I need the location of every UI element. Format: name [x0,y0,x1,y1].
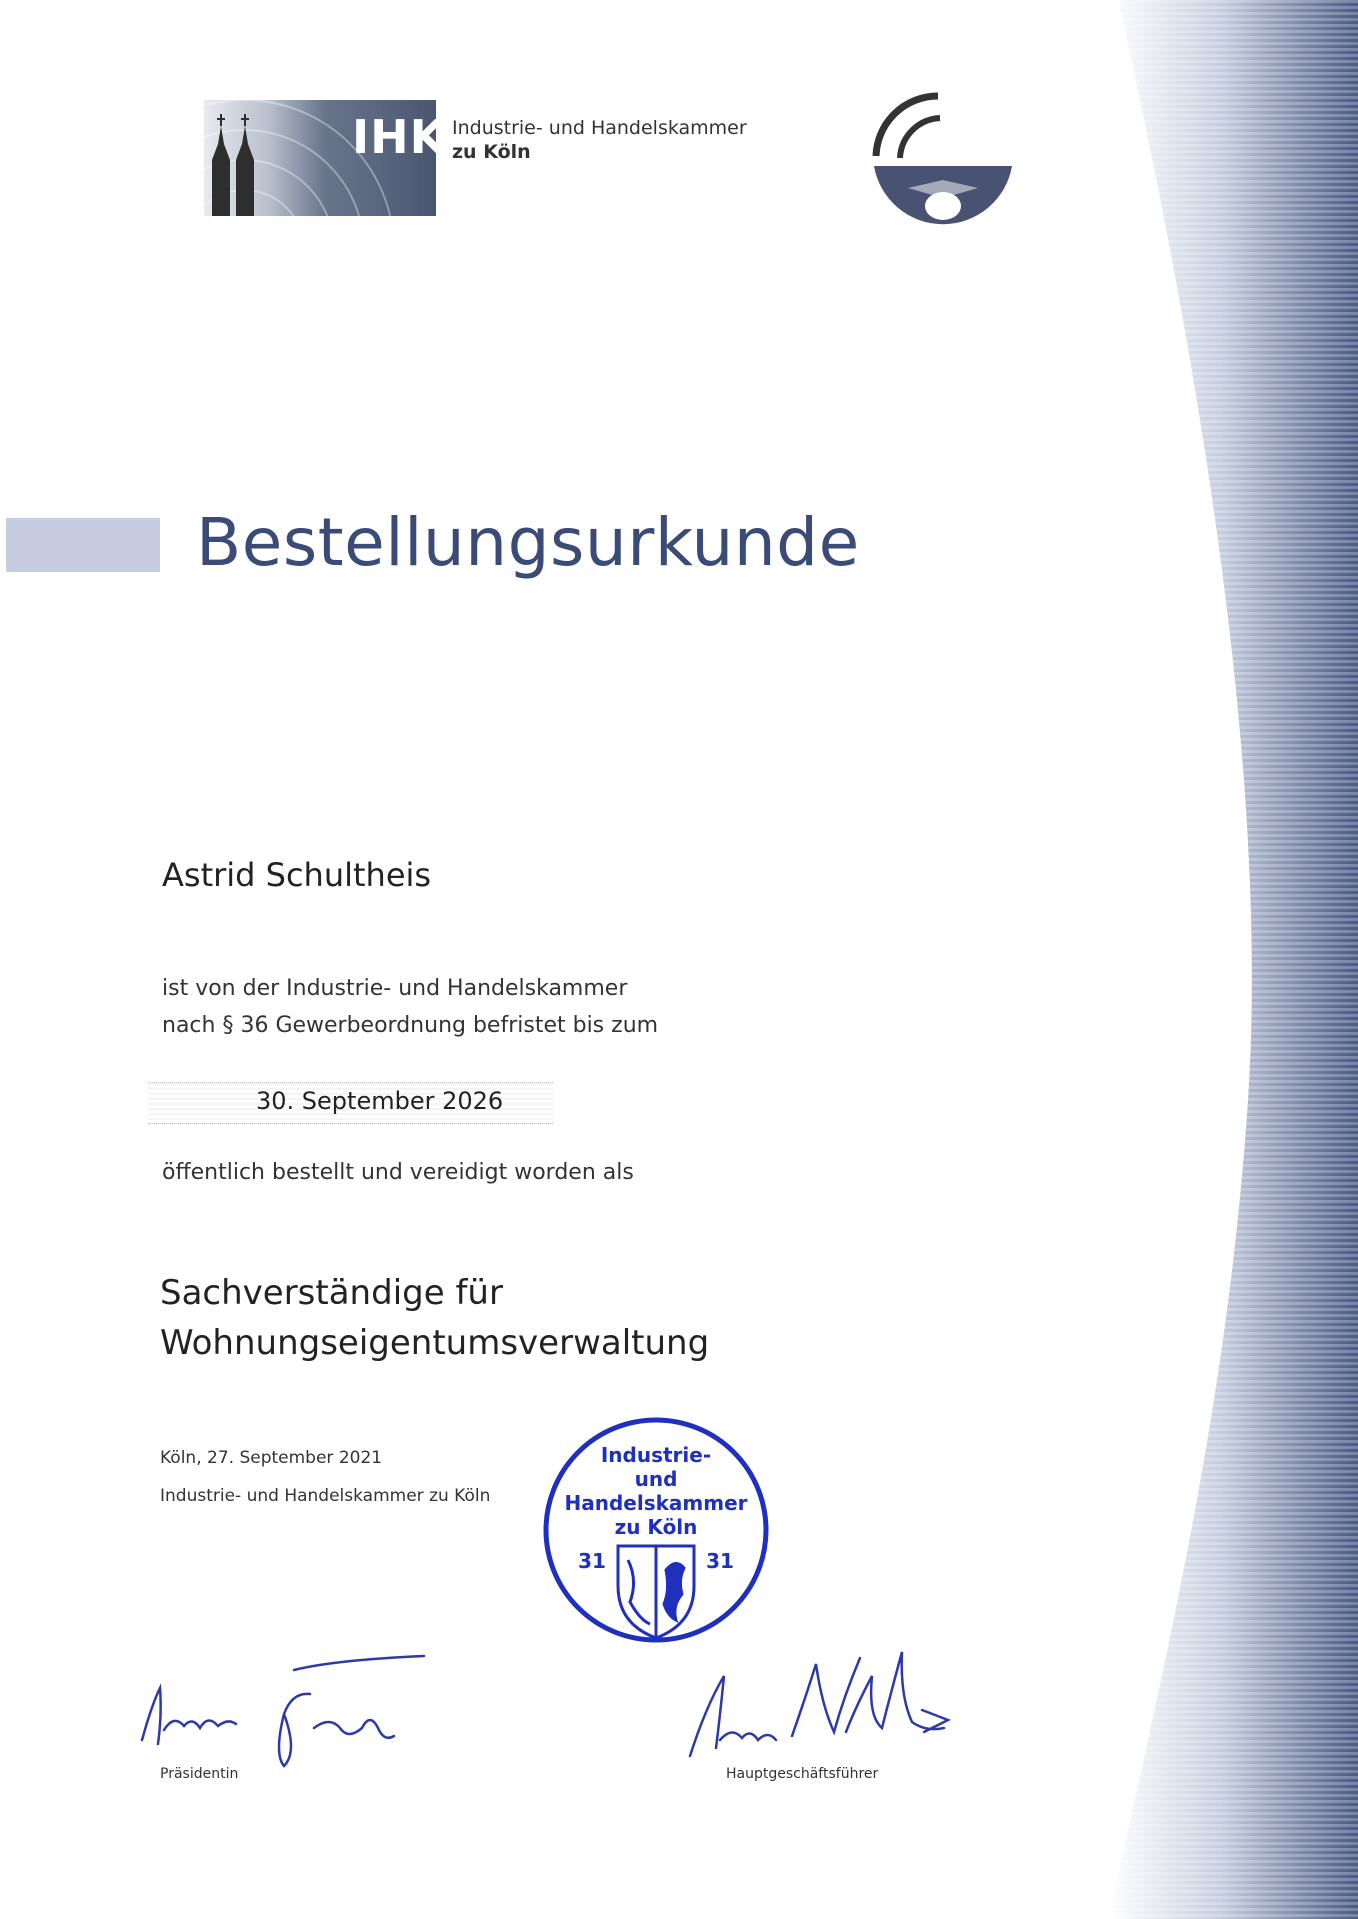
role-line-2: Wohnungseigentumsverwaltung [160,1323,710,1363]
seal-number-left: 31 [578,1549,606,1573]
seal-line-3: Handelskammer [564,1491,748,1515]
official-seal [536,1410,776,1650]
president-signature [134,1644,454,1764]
signature-caption-left: Präsidentin [160,1766,239,1782]
role-line-1: Sachverständige für [160,1273,503,1313]
issue-place-date: Köln, 27. September 2021 [160,1448,383,1468]
managing-director-signature [676,1636,966,1766]
body-line-1: ist von der Industrie- und Handelskammer [162,976,628,1001]
signature-caption-right: Hauptgeschäftsführer [726,1766,879,1782]
seal-line-2: und [634,1467,678,1491]
org-line-2: zu Köln [452,141,531,163]
decorative-side-band [1058,0,1358,1919]
title-accent-bar [6,518,160,572]
ihk-logo [204,100,447,216]
expiry-date: 30. September 2026 [256,1087,504,1115]
appointment-role [160,1268,709,1368]
seal-number-right: 31 [706,1549,734,1573]
body-line-3: öffentlich bestellt und vereidigt worden als [162,1160,634,1185]
coat-of-arms-icon [618,1546,694,1638]
organization-name [452,116,747,164]
logo-abbr: IHK [352,110,447,164]
org-line-1: Industrie- und Handelskammer [452,117,747,139]
seal-line-4: zu Köln [614,1515,698,1539]
seal-line-1: Industrie- [600,1443,712,1467]
document-title: Bestellungsurkunde [196,504,860,581]
issuer-name: Industrie- und Handelskammer zu Köln [160,1486,491,1506]
expert-emblem-icon [868,88,1018,228]
person-name: Astrid Schultheis [162,856,432,894]
body-line-2: nach § 36 Gewerbeordnung befristet bis zum [162,1013,659,1038]
